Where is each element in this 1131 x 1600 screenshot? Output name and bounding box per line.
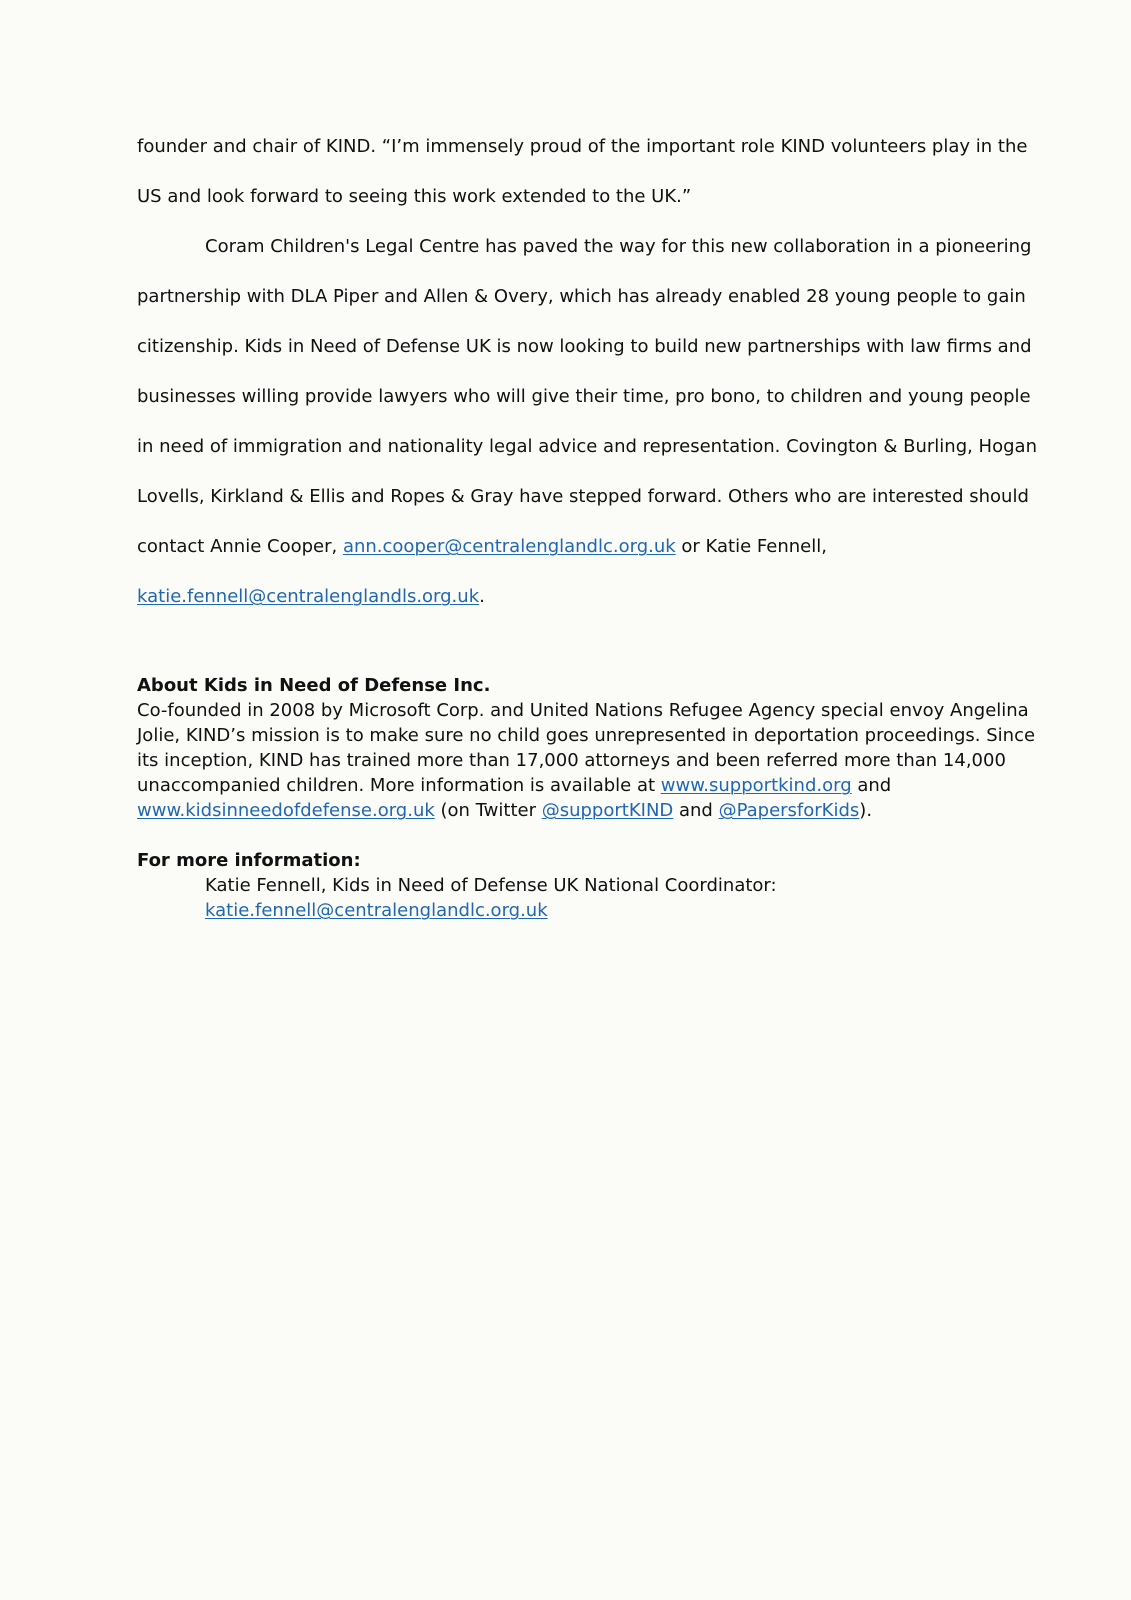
contact-email-link[interactable]: katie.fennell@centralenglandlc.org.uk xyxy=(205,900,548,921)
contact-prefix-text: contact Annie Cooper, xyxy=(137,536,343,557)
about-text-line: its inception, KIND has trained more than 17,000 attorneys and been referred more than 14,000 xyxy=(137,750,1006,771)
body-text-line: US and look forward to seeing this work extended to the UK.” xyxy=(137,186,692,207)
body-text-line: partnership with DLA Piper and Allen & Overy, which has already enabled 28 young people to gain xyxy=(137,286,1026,307)
about-info-text: unaccompanied children. More information is available at xyxy=(137,775,661,796)
body-text-line xyxy=(137,585,997,609)
kidsinneedofdefense-website-link[interactable]: www.kidsinneedofdefense.org.uk xyxy=(137,800,435,821)
body-text-line: citizenship. Kids in Need of Defense UK is now looking to build new partnerships with law firms and xyxy=(137,336,1032,357)
body-text-line: in need of immigration and nationality legal advice and representation. Covington & Burling, Hogan xyxy=(137,436,1037,457)
papersforkids-twitter-link[interactable]: @PapersforKids xyxy=(718,800,860,821)
supportkind-twitter-link[interactable]: @supportKIND xyxy=(541,800,674,821)
katie-fennell-email-link[interactable]: katie.fennell@centralenglandls.org.uk xyxy=(137,586,480,607)
about-text-line: Co-founded in 2008 by Microsoft Corp. and United Nations Refugee Agency special envoy Angelina xyxy=(137,700,1029,721)
body-text-line: businesses willing provide lawyers who will give their time, pro bono, to children and young people xyxy=(137,386,1031,407)
body-text-line: Coram Children's Legal Centre has paved the way for this new collaboration in a pioneering xyxy=(205,236,1032,257)
about-text-line xyxy=(137,799,997,823)
contact-heading: For more information: xyxy=(137,850,361,871)
body-text-line: Lovells, Kirkland & Ellis and Ropes & Gray have stepped forward. Others who are interested should xyxy=(137,486,1029,507)
contact-email-line xyxy=(205,899,1065,923)
contact-suffix-text: or Katie Fennell, xyxy=(675,536,827,557)
twitter-intro-text: (on Twitter xyxy=(434,800,542,821)
body-text-line xyxy=(137,535,997,559)
closing-text: ). xyxy=(859,800,873,821)
supportkind-website-link[interactable]: www.supportkind.org xyxy=(660,775,852,796)
body-text-line: founder and chair of KIND. “I’m immensely proud of the important role KIND volunteers play in the xyxy=(137,136,1028,157)
and-text: and xyxy=(851,775,892,796)
period-text: . xyxy=(479,586,485,607)
and-text: and xyxy=(673,800,719,821)
ann-cooper-email-link[interactable]: ann.cooper@centralenglandlc.org.uk xyxy=(342,536,676,557)
about-text-line xyxy=(137,774,997,798)
about-heading: About Kids in Need of Defense Inc. xyxy=(137,675,491,696)
about-text-line: Jolie, KIND’s mission is to make sure no child goes unrepresented in deportation proceedings. Since xyxy=(137,725,1036,746)
contact-name-line: Katie Fennell, Kids in Need of Defense UK National Coordinator: xyxy=(205,875,777,896)
